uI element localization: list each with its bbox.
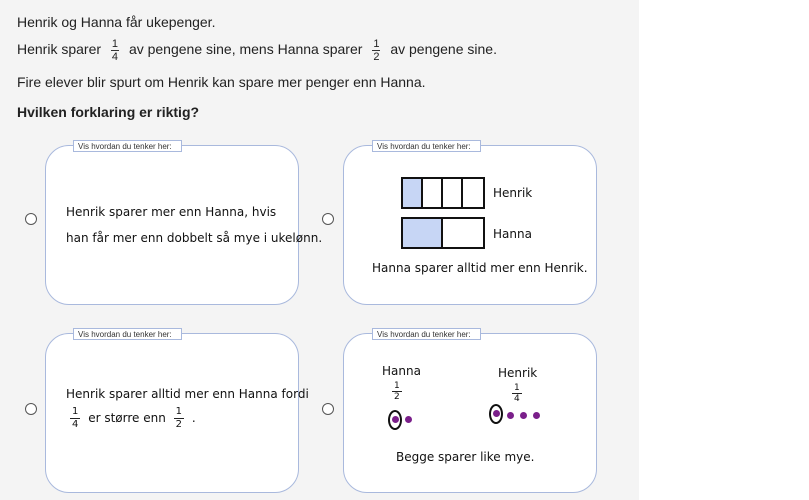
hanna-fraction <box>372 38 380 63</box>
hanna-bar-segment <box>403 219 443 247</box>
fraction-numerator: 1 <box>175 406 183 417</box>
option-c-fraction-2 <box>174 406 184 431</box>
henrik-dot-1 <box>493 410 500 417</box>
fraction-denominator: 2 <box>175 419 183 430</box>
option-c-middle-text: er større enn <box>88 411 166 425</box>
fraction-numerator: 1 <box>373 38 380 50</box>
fraction-denominator: 4 <box>514 394 520 404</box>
option-a-text-line-1: Henrik sparer mer enn Hanna, hvis <box>66 205 277 219</box>
option-c-radio[interactable] <box>25 403 37 415</box>
option-b-radio[interactable] <box>322 213 334 225</box>
fraction-denominator: 2 <box>394 392 400 402</box>
fraction-numerator: 1 <box>514 383 520 393</box>
option-d-card <box>343 333 597 493</box>
henrik-dot-2 <box>507 412 514 419</box>
fraction-numerator: 1 <box>72 406 79 417</box>
henrik-dot-3 <box>520 412 527 419</box>
hanna-dot-1 <box>392 416 399 423</box>
question-line-3: Fire elever blir spurt om Henrik kan spare mer penger enn Hanna. <box>17 74 426 90</box>
henrik-bar-label: Henrik <box>493 186 533 200</box>
option-c-text-line-2 <box>66 406 196 431</box>
option-a-card <box>45 145 299 305</box>
option-d-henrik-label: Henrik <box>498 366 538 380</box>
option-c-text-line-1: Henrik sparer alltid mer enn Hanna fordi <box>66 387 309 401</box>
fraction-denominator: 4 <box>72 419 79 430</box>
option-b-tab-label: Vis hvordan du tenker her: <box>372 140 481 152</box>
hanna-bar-label: Hanna <box>493 227 532 241</box>
henrik-fraction <box>111 38 119 63</box>
option-c-fraction-1 <box>70 406 80 431</box>
option-a-radio[interactable] <box>25 213 37 225</box>
fraction-denominator: 4 <box>111 51 119 63</box>
question-text-c: av pengene sine. <box>390 41 497 58</box>
hanna-bar-segment <box>443 219 483 247</box>
hanna-dot-2 <box>405 416 412 423</box>
henrik-dot-4 <box>533 412 540 419</box>
fraction-denominator: 2 <box>373 51 380 63</box>
option-d-hanna-label: Hanna <box>382 364 421 378</box>
hanna-bar <box>401 217 485 249</box>
option-c-end-text: . <box>191 411 196 425</box>
henrik-bar-segment <box>443 179 463 207</box>
henrik-bar-segment <box>403 179 423 207</box>
fraction-numerator: 1 <box>111 38 119 50</box>
option-b-caption: Hanna sparer alltid mer enn Henrik. <box>372 261 588 275</box>
question-text-b: av pengene sine, mens Hanna sparer <box>128 41 363 58</box>
henrik-bar-segment <box>423 179 443 207</box>
option-c-tab-label: Vis hvordan du tenker her: <box>73 328 182 340</box>
option-d-caption: Begge sparer like mye. <box>396 450 535 464</box>
option-a-text-line-2: han får mer enn dobbelt så mye i ukelønn. <box>66 231 323 245</box>
question-text-a: Henrik sparer <box>17 41 102 58</box>
question-line-1: Henrik og Hanna får ukepenger. <box>17 14 216 30</box>
fraction-numerator: 1 <box>394 381 400 391</box>
option-a-tab-label: Vis hvordan du tenker her: <box>73 140 182 152</box>
option-d-hanna-fraction <box>392 381 402 402</box>
option-d-radio[interactable] <box>322 403 334 415</box>
question-line-2 <box>17 38 497 63</box>
option-d-tab-label: Vis hvordan du tenker her: <box>372 328 481 340</box>
question-prompt: Hvilken forklaring er riktig? <box>17 104 200 120</box>
henrik-bar <box>401 177 485 209</box>
henrik-bar-segment <box>463 179 483 207</box>
option-d-henrik-fraction <box>512 383 522 404</box>
